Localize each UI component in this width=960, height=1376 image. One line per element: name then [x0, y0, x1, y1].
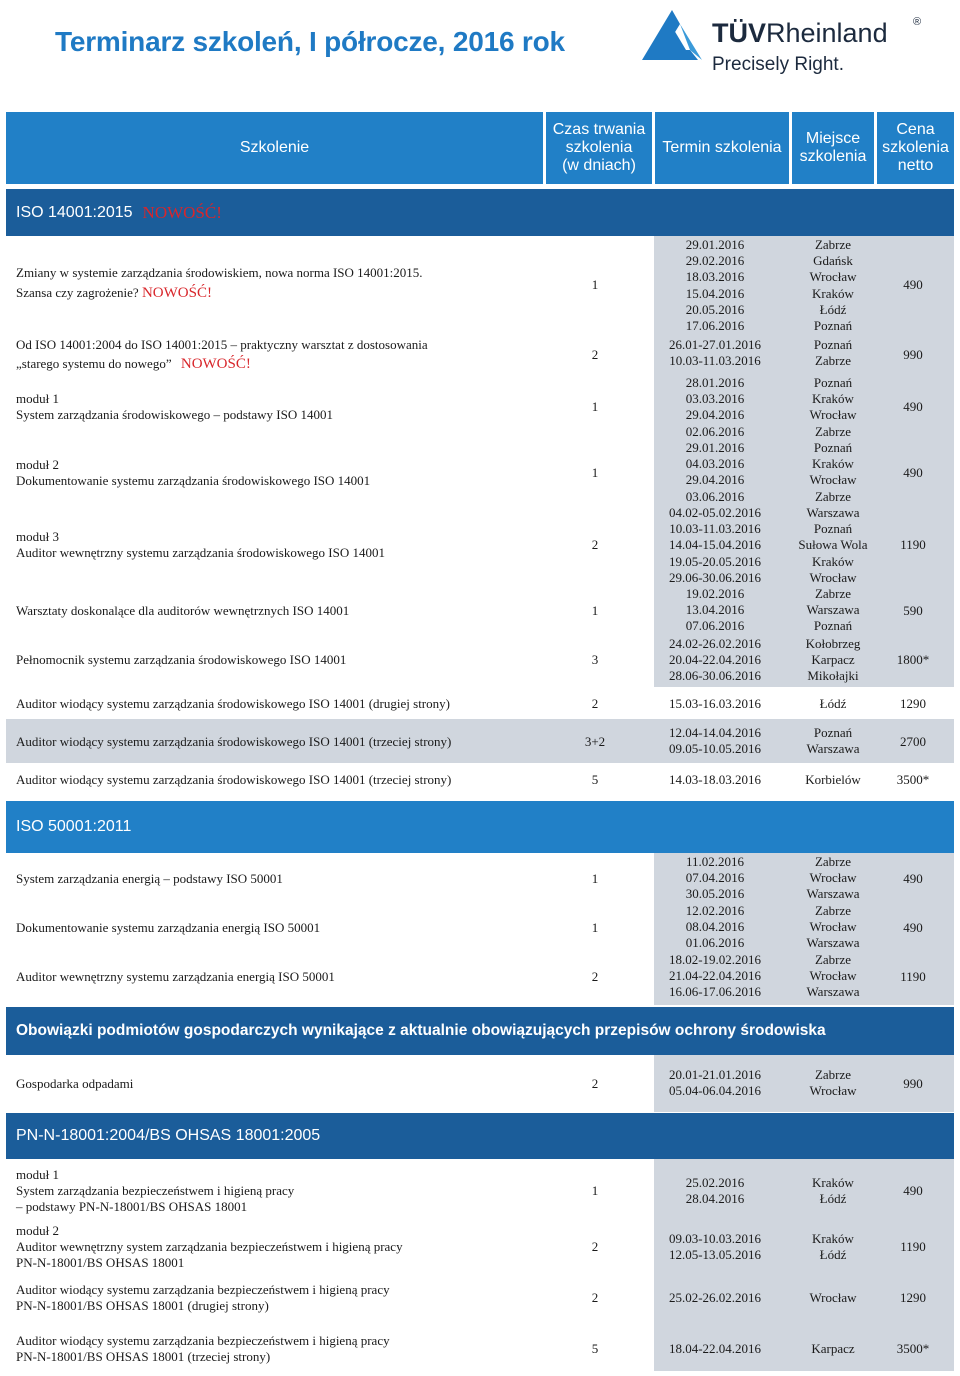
row-places: Wrocław — [809, 1290, 857, 1305]
logo-brand: TÜVRheinland — [712, 18, 888, 48]
row-dates: 12.02.2016 08.04.2016 01.06.2016 — [685, 903, 745, 951]
row-title: Dokumentowanie systemu zarządzania energią ISO 50001 — [16, 920, 321, 935]
row-dates: 18.04-22.04.2016 — [668, 1341, 762, 1356]
row-places: Łódź — [819, 696, 847, 711]
row-title: Auditor wiodący systemu zarządzania bezpieczeństwem i higieną pracy — [16, 1282, 390, 1297]
row-title: Auditor wiodący systemu zarządzania bezpieczeństwem i higieną pracy — [16, 1333, 390, 1348]
row-price: 1290 — [900, 1290, 926, 1305]
new-badge: NOWOŚĆ! — [180, 356, 251, 372]
row-places: Kołobrzeg Karpacz Mikołajki — [805, 636, 861, 684]
row-title: PN-N-18001/BS OHSAS 18001 (trzeciej strony) — [16, 1349, 271, 1364]
row-price: 490 — [903, 1183, 923, 1198]
row-dates: 14.03-18.03.2016 — [668, 772, 762, 787]
row-title: moduł 2 — [16, 457, 59, 472]
row-places: Poznań Kraków Wrocław Zabrze — [809, 375, 857, 439]
row-title: PN-N-18001/BS OHSAS 18001 (drugiej strony) — [16, 1298, 269, 1313]
row-places: Kraków Łódź — [812, 1175, 854, 1207]
row-days: 2 — [591, 1290, 599, 1305]
row-places: Zabrze Wrocław Warszawa — [806, 854, 860, 902]
row-dates: 09.03-10.03.2016 12.05-13.05.2016 — [668, 1231, 762, 1263]
row-days: 1 — [591, 277, 599, 292]
new-badge: NOWOŚĆ! — [141, 285, 212, 301]
row-dates: 25.02-26.02.2016 — [668, 1290, 762, 1305]
row-dates: 24.02-26.02.2016 20.04-22.04.2016 28.06-30.06.2016 — [668, 636, 762, 684]
row-price: 1190 — [900, 537, 926, 552]
row-days: 5 — [591, 1341, 599, 1356]
row-title: Szansa czy zagrożenie? NOWOŚĆ! — [16, 285, 212, 301]
row-days: 1 — [591, 920, 599, 935]
row-title: System zarządzania środowiskowego – podstawy ISO 14001 — [16, 407, 333, 422]
row-price: 1800* — [896, 652, 930, 667]
row-days: 1 — [591, 465, 599, 480]
row-title: Zmiany w systemie zarządzania środowiskiem, nowa norma ISO 14001:2015. — [16, 265, 423, 280]
section-obowiazki: Obowiązki podmiotów gospodarczych wynikające z aktualnie obowiązujących przepisów ochrony środowiska — [6, 1007, 954, 1055]
header-miejsce: Miejsce szkolenia — [792, 112, 874, 184]
row-title: – podstawy PN-N-18001/BS OHSAS 18001 — [16, 1199, 248, 1214]
row-places: Zabrze Gdańsk Wrocław Kraków Łódź Poznań — [809, 237, 857, 333]
row-price: 1290 — [900, 696, 926, 711]
row-title: moduł 1 — [16, 391, 59, 406]
row-days: 3+2 — [584, 734, 606, 749]
row-dates: 11.02.2016 07.04.2016 30.05.2016 — [685, 854, 745, 902]
row-days: 1 — [591, 603, 599, 618]
row-price: 3500* — [896, 1341, 930, 1356]
row-price: 490 — [903, 920, 923, 935]
row-price: 490 — [903, 465, 923, 480]
row-days: 1 — [591, 399, 599, 414]
row-title: Dokumentowanie systemu zarządzania środowiskowego ISO 14001 — [16, 473, 371, 488]
row-title: Auditor wiodący systemu zarządzania środowiskowego ISO 14001 (trzeciej strony) — [16, 772, 452, 787]
row-title: System zarządzania bezpieczeństwem i higieną pracy — [16, 1183, 295, 1198]
row-title: Auditor wewnętrzny systemu zarządzania energią ISO 50001 — [16, 969, 335, 984]
row-price: 990 — [903, 347, 923, 362]
row-price: 590 — [903, 603, 923, 618]
row-places: Zabrze Warszawa Poznań — [806, 586, 860, 634]
row-price: 990 — [903, 1076, 923, 1091]
header-szkolenie: Szkolenie — [6, 112, 543, 184]
row-price: 3500* — [896, 772, 930, 787]
row-days: 2 — [591, 1076, 599, 1091]
row-title: Warsztaty doskonalące dla auditorów wewnętrznych ISO 14001 — [16, 603, 350, 618]
row-title: PN-N-18001/BS OHSAS 18001 — [16, 1255, 185, 1270]
row-dates: 12.04-14.04.2016 09.05-10.05.2016 — [668, 725, 762, 757]
row-title: Auditor wewnętrzny system zarządzania bezpieczeństwem i higieną pracy — [16, 1239, 403, 1254]
row-places: Zabrze Wrocław — [809, 1067, 857, 1099]
row-title: Gospodarka odpadami — [16, 1076, 134, 1091]
row-title: System zarządzania energią – podstawy ISO 50001 — [16, 871, 283, 886]
row-price: 490 — [903, 399, 923, 414]
row-dates: 29.01.2016 29.02.2016 18.03.2016 15.04.2016 20.05.2016 17.06.2016 — [685, 237, 745, 333]
header-termin: Termin szkolenia — [655, 112, 789, 184]
row-days: 2 — [591, 1239, 599, 1254]
page-title: Terminarz szkoleń, I półrocze, 2016 rok — [55, 26, 565, 57]
row-dates: 25.02.2016 28.04.2016 — [685, 1175, 745, 1207]
row-dates: 18.02-19.02.2016 21.04-22.04.2016 16.06-17.06.2016 — [668, 952, 762, 1000]
row-title: Pełnomocnik systemu zarządzania środowiskowego ISO 14001 — [16, 652, 347, 667]
row-days: 2 — [591, 347, 599, 362]
row-places: Poznań Kraków Wrocław Zabrze — [809, 440, 857, 504]
row-price: 1190 — [900, 1239, 926, 1254]
row-places: Poznań Zabrze — [813, 337, 853, 369]
row-dates: 20.01-21.01.2016 05.04-06.04.2016 — [668, 1067, 762, 1099]
section-iso14001: ISO 14001:2015 NOWOŚĆ! — [6, 189, 954, 236]
tuv-triangle-icon — [640, 4, 704, 70]
row-days: 1 — [591, 871, 599, 886]
tuv-logo — [640, 4, 940, 80]
header-cena: Cena szkolenia netto — [877, 112, 954, 184]
row-places: Poznań Warszawa — [806, 725, 860, 757]
section-iso50001: ISO 50001:2011 — [6, 801, 954, 853]
row-days: 5 — [591, 772, 599, 787]
row-price: 490 — [903, 277, 923, 292]
row-days: 2 — [591, 696, 599, 711]
row-title: Od ISO 14001:2004 do ISO 14001:2015 – praktyczny warsztat z dostosowania — [16, 337, 428, 352]
row-price: 490 — [903, 871, 923, 886]
row-places: Korbielów — [805, 772, 861, 787]
row-places: Kraków Łódź — [812, 1231, 854, 1263]
row-title: Auditor wiodący systemu zarządzania środowiskowego ISO 14001 (drugiej strony) — [16, 696, 450, 711]
row-days: 3 — [591, 652, 599, 667]
row-places: Karpacz — [811, 1341, 855, 1356]
row-title: moduł 1 — [16, 1167, 59, 1182]
row-price: 1190 — [900, 969, 926, 984]
row-places: Zabrze Wrocław Warszawa — [806, 952, 860, 1000]
row-dates: 15.03-16.03.2016 — [668, 696, 762, 711]
row-price: 2700 — [900, 734, 926, 749]
logo-registered: ® — [913, 16, 922, 28]
row-places: Zabrze Wrocław Warszawa — [806, 903, 860, 951]
row-dates: 29.01.2016 04.03.2016 29.04.2016 03.06.2016 — [685, 440, 745, 504]
section-ohsas: PN-N-18001:2004/BS OHSAS 18001:2005 — [6, 1113, 954, 1159]
row-places: Warszawa Poznań Sułowa Wola Kraków Wrocław — [798, 505, 868, 585]
row-days: 2 — [591, 969, 599, 984]
row-days: 1 — [591, 1183, 599, 1198]
row-dates: 26.01-27.01.2016 10.03-11.03.2016 — [668, 337, 762, 369]
row-title: „starego systemu do nowego” NOWOŚĆ! — [16, 356, 251, 372]
row-dates: 04.02-05.02.2016 10.03-11.03.2016 14.04-15.04.2016 19.05-20.05.2016 29.06-30.06.2016 — [668, 505, 762, 585]
row-title: Auditor wiodący systemu zarządzania środowiskowego ISO 14001 (trzeciej strony) — [16, 734, 452, 749]
row-title: moduł 3 — [16, 529, 59, 544]
row-dates: 19.02.2016 13.04.2016 07.06.2016 — [685, 586, 745, 634]
row-days: 2 — [591, 537, 599, 552]
row-dates: 28.01.2016 03.03.2016 29.04.2016 02.06.2016 — [685, 375, 745, 439]
logo-tagline: Precisely Right. — [712, 54, 844, 75]
row-title: moduł 2 — [16, 1223, 59, 1238]
row-title: Auditor wewnętrzny systemu zarządzania środowiskowego ISO 14001 — [16, 545, 385, 560]
header-czas: Czas trwania szkolenia (w dniach) — [546, 112, 652, 184]
